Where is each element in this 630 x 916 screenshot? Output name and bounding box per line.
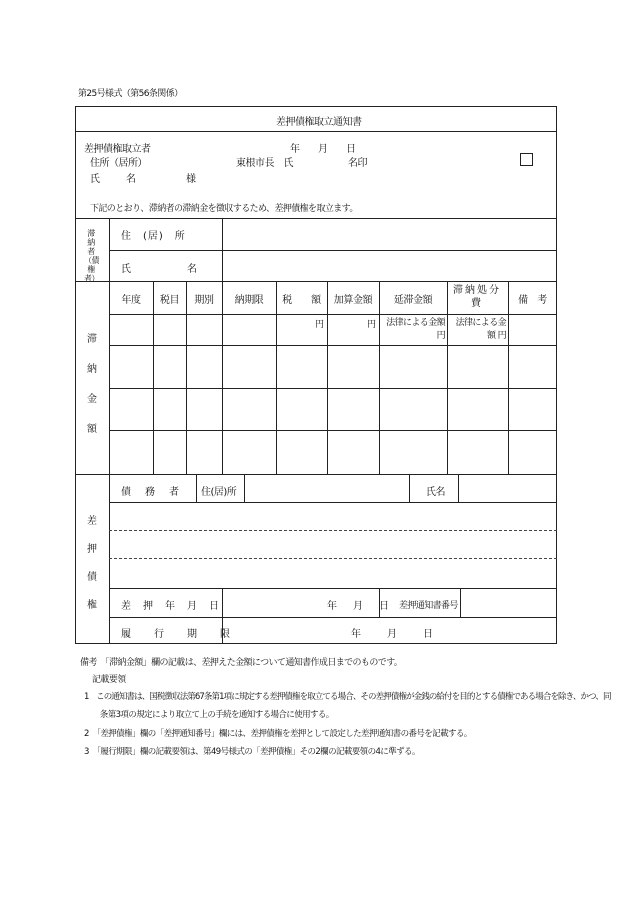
obligor-address-label: 住(居)所 <box>201 487 237 498</box>
seal-label: 名印 <box>348 158 367 169</box>
col-remarks: 備 考 <box>518 295 547 306</box>
addressee-address-label: 住所（居所） <box>90 158 147 169</box>
notice-to-label: 差押債権取立者 <box>84 144 151 155</box>
performance-deadline-value: 年 月 日 <box>351 629 435 640</box>
seal-box <box>520 153 533 166</box>
unit-delinquency-yen: 法律による金額 円 <box>386 318 445 341</box>
col-additional-amount: 加算金額 <box>333 295 373 306</box>
seized-group-label: 差押債権 <box>87 516 97 611</box>
document-title: 差押債権取立通知書 <box>276 117 362 128</box>
col-disposition-cost: 滞納処分費 <box>453 285 501 309</box>
col-tax-item: 税目 <box>159 295 180 306</box>
remarks-item-3: 3 「履行期限」欄の記載要領は、第49号様式の「差押債権」その2欄の記載要領の4に準ずる。 <box>84 747 420 757</box>
col-fiscal-year: 年度 <box>121 295 141 306</box>
body-text: 下記のとおり、滞納者の滞納金を徴収するため、差押債権を取立ます。 <box>90 204 358 214</box>
remarks-heading: 記載要領 <box>92 675 126 685</box>
debtor-address-label: 住 (居) 所 <box>121 231 186 242</box>
remarks-item-1: 1 この通知書は、国税徴収法第67条第1項に規定する差押債権を取立てる場合、その差押債権が金銭の給付を目的とする債権である場合を除き、かつ、同 <box>84 692 611 702</box>
col-delinquency-amount: 延滞金額 <box>393 295 433 306</box>
obligor-name-label: 氏名 <box>426 487 445 498</box>
office-head-label: 東根市長 氏 <box>236 158 293 169</box>
col-tax-amount: 税 額 <box>282 295 321 306</box>
unit-additional-yen: 円 <box>366 320 376 330</box>
arrears-group-label: 滞納金額 <box>87 334 97 435</box>
form-number: 第25号様式（第56条関係） <box>78 89 183 99</box>
debtor-group-label: 滞納者（債権者） <box>84 229 99 283</box>
remarks-item-2: 2 「差押債権」欄の「差押通知番号」欄には、差押債権を差押として設定した差押通知書の番号を記載する。 <box>84 729 472 739</box>
notice-type-label: 差押通知書番号 <box>399 601 458 611</box>
obligor-label: 債 務 者 <box>121 487 181 498</box>
unit-disposition-yen: 法律による金額 円 <box>455 318 506 341</box>
issue-date: 年 月 日 <box>290 144 360 155</box>
remarks-item-1-cont: 条第3項の規定により取立て上の手続を通知する場合に使用する。 <box>84 710 334 720</box>
col-period: 期別 <box>194 295 214 306</box>
remarks-note: 備考 「滞納金額」欄の記載は、差押えた金額について通知書作成日までのものです。 <box>80 658 403 668</box>
unit-tax-yen: 円 <box>314 320 324 330</box>
seizure-date-label: 差 押 年 月 日 <box>121 601 220 612</box>
debtor-name-label: 氏 名 <box>121 264 198 275</box>
performance-deadline-label: 履 行 期 限 <box>121 629 231 640</box>
form-frame <box>75 106 557 644</box>
col-due-date: 納期限 <box>234 295 264 306</box>
addressee-name-label: 氏 名 様 <box>90 174 198 185</box>
seizure-date-value: 年 月 日 <box>327 601 392 612</box>
